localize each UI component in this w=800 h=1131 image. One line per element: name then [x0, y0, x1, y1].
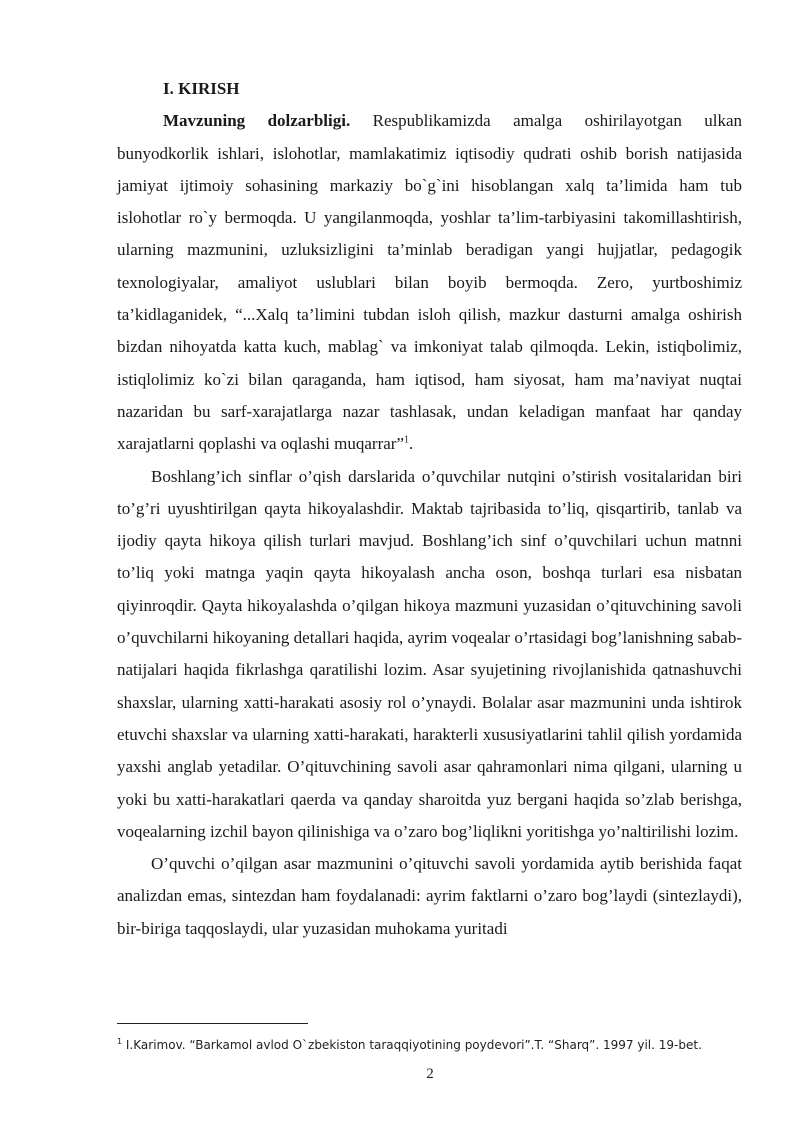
paragraph-1-text: Respublikamizda amalga oshirilayotgan ulkan bunyodkorlik ishlari, islohotlar, mamlakatimiz iqtisodiy qudrati oshib borish natijasida jamiyat ijtimoiy sohasining markaziy bo`g`ini hisoblangan xalq ta’limida ham tub islohotlar ro`y bermoqda. U yangilanmoqda, yoshlar ta’lim-tarbiyasini takomillashtirish, ularning mazmunini, uzluksizligini ta’minlab beradigan yangi hujjatlar, pedagogik texnologiyalar, amaliyot uslublari bilan boyib bermoqda. Zero, yurtboshimiz ta’kidlaganidek, “...Xalq ta’limini tubdan isloh qilish, mazkur dasturni amalga oshirish bizdan nihoyatda katta kuch, mablag` va imkoniyat talab qilmoqda. Lekin, istiqbolimiz, istiqlolimiz ko`zi bilan qaraganda, ham iqtisod, ham siyosat, ham ma’naviyat nuqtai nazaridan bu sarf-xarajatlarga nazar tashlasak, undan keladigan manfaat har qanday xarajatlarni qoplashi va oqlashi muqarrar” [117, 111, 742, 454]
footnote-text: I.Karimov. “Barkamol avlod O`zbekiston taraqqiyotining poydevori”.T. “Sharq”. 1997 yil. 19-bet. [122, 1038, 702, 1052]
footnote-reference[interactable]: 1 [404, 434, 409, 446]
footnote-number: 1 [117, 1037, 123, 1046]
section-heading: I. KIRISH [163, 79, 240, 98]
footnote [117, 1038, 757, 1052]
main-text [117, 73, 742, 945]
page-number: 2 [426, 1066, 434, 1082]
paragraph-2: Boshlang’ich sinflar o’qish darslarida o’quvchilar nutqini o’stirish vositalaridan biri to’g’ri uyushtirilgan qayta hikoyalashdir. Maktab tajribasida to’liq, qisqartirib, tanlab va ijodiy qayta hikoya qilish turlari mavjud. Boshlang’ich sinf o’quvchilari uchun matnni to’liq yoki matnga yaqin qayta hikoyalash ancha oson, boshqa turlari esa nisbatan qiyinroqdir. Qayta hikoyalashda o’qilgan hikoya mazmuni yuzasidan o’qituvchining savoli o’quvchilarni hikoyaning detallari haqida, ayrim voqealar o’rtasidagi bog’lanishning sabab-natijalari haqida fikrlashga qaratilishi lozim. Asar syujetining rivojlanishida qatnashuvchi shaxslar, ularning xatti-harakati asosiy rol o’ynaydi. Bolalar asar mazmunini unda ishtirok etuvchi shaxslar va ularning xatti-harakati, harakterli xususiyatlarini tahlil qilish yordamida yaxshi anglab yetadilar. O’qituvchining savoli asar qahramonlari nima qilgani, ularning u yoki bu xatti-harakatlari qaerda va qanday sharoitda yuz bergani haqida so’zlab berishga, voqealarning izchil bayon qilinishiga va o’zaro bog’liqlikni yoritishga yo’naltirilishi lozim. [117, 466, 742, 841]
footnote-separator [117, 1023, 308, 1024]
paragraph-1-end: . [409, 434, 414, 454]
paragraph-3: O’quvchi o’qilgan asar mazmunini o’qituvchi savoli yordamida aytib berishida faqat analizdan emas, sintezdan ham foydalanadi: ayrim faktlarni o’zaro bog’laydi (sintezlaydi), bir-biriga taqqoslaydi, ular yuzasidan muhokama yuritadi [117, 854, 742, 938]
paragraph-lead: Mavzuning dolzarbligi. [163, 111, 351, 131]
paragraph-1 [117, 105, 742, 460]
